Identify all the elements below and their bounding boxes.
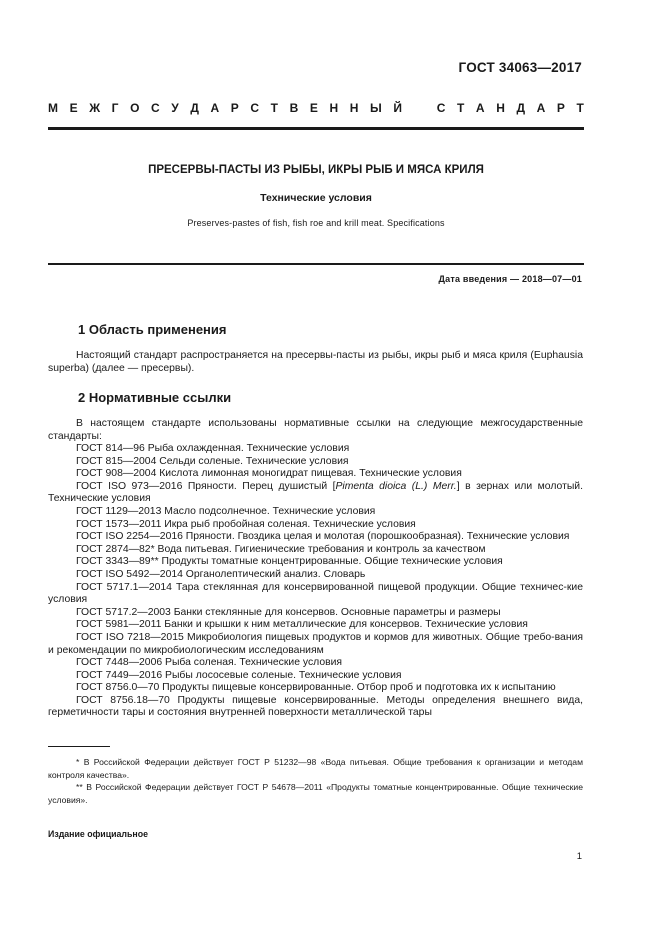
document-subtitle: Технические условия	[260, 192, 372, 204]
standard-code: ГОСТ 34063—2017	[458, 60, 582, 75]
banner-letter: Е	[69, 101, 78, 115]
edition-label: Издание официальное	[48, 829, 148, 839]
page-number: 1	[576, 851, 582, 862]
banner-letter: Ж	[89, 101, 101, 115]
section-2-heading: 2 Нормативные ссылки	[78, 390, 232, 405]
species-name: Pimenta dioica (L.) Merr.	[335, 480, 457, 492]
banner-letter: С	[436, 101, 446, 115]
reference-item	[48, 443, 583, 456]
reference-text: ГОСТ 1129—2013 Масло подсолнечное. Технические условия	[76, 505, 376, 517]
reference-item	[48, 456, 583, 469]
banner-letter: Ы	[369, 101, 382, 115]
banner-letter: Т	[456, 101, 465, 115]
reference-item	[48, 468, 583, 481]
reference-item	[48, 481, 583, 506]
reference-item	[48, 670, 583, 683]
reference-item	[48, 506, 583, 519]
section-2-intro: В настоящем стандарте использованы нормативные ссылки на следующие межгосударственные стандарты:	[48, 418, 583, 442]
banner-letter: Р	[556, 101, 565, 115]
reference-text: ГОСТ 5981—2011 Банки и крышки к ним металлические для консервов. Технические условия	[76, 619, 528, 631]
reference-text: ГОСТ 814—96 Рыба охлажденная. Технические условия	[76, 443, 350, 454]
reference-text: ] в зернах или молотый. Технические условия	[48, 480, 583, 505]
section-1-text: Настоящий стандарт распространяется на пресервы-пасты из рыбы, икры рыб и мяса криля (Euphausia superba) (далее — пресервы).	[48, 350, 583, 374]
reference-text: ГОСТ ISO 2254—2016 Пряности. Гвоздика целая и молотая (порошкообразная). Технические условия	[76, 531, 570, 543]
reference-item	[48, 682, 583, 695]
reference-item	[48, 619, 583, 632]
banner-letter: Д	[190, 101, 199, 115]
reference-text: ГОСТ 815—2004 Сельди соленые. Технические условия	[76, 455, 349, 467]
footnotes	[48, 756, 583, 806]
header-rule	[48, 127, 584, 130]
footnote-rule	[48, 746, 110, 747]
reference-text: ГОСТ ISO 973—2016 Пряности. Перец душистый [	[76, 480, 336, 492]
banner-letter: М	[48, 101, 58, 115]
reference-item	[48, 695, 583, 720]
banner-letter: Т	[270, 101, 278, 115]
banner-letter: Н	[329, 101, 339, 115]
reference-text: ГОСТ 8756.18—70 Продукты пищевые консервированные. Методы определения внешнего вида, герметичности тары и состояния внутренней поверхности металлической тары	[48, 694, 583, 719]
reference-item	[48, 569, 583, 582]
reference-text: ГОСТ 7449—2016 Рыбы лососевые соленые. Технические условия	[76, 669, 402, 681]
section-1-heading: 1 Область применения	[78, 322, 227, 337]
title-rule	[48, 263, 584, 265]
reference-item	[48, 544, 583, 557]
reference-item	[48, 582, 583, 607]
banner-letter: Р	[230, 101, 239, 115]
banner-letter: Н	[496, 101, 505, 115]
banner-letter: О	[130, 101, 140, 115]
banner-letter: Й	[393, 101, 402, 115]
banner-letter: С	[151, 101, 160, 115]
banner-letter: А	[210, 101, 220, 115]
reference-text: ГОСТ 2874—82* Вода питьевая. Гигиенические требования и контроль за качеством	[76, 543, 486, 555]
reference-text: ГОСТ 1573—2011 Икра рыб пробойная соленая. Технические условия	[76, 518, 416, 530]
footnote: * В Российской Федерации действует ГОСТ Р 51232—98 «Вода питьевая. Общие требования к организации и методам контроля качества».	[48, 757, 583, 780]
references-list	[48, 443, 583, 720]
footnote: ** В Российской Федерации действует ГОСТ Р 54678—2011 «Продукты томатные концентрированные. Общие технические условия».	[48, 782, 583, 805]
banner-letter: А	[536, 101, 546, 115]
banner-letter: Т	[576, 101, 584, 115]
introduction-date: Дата введения — 2018—07—01	[438, 274, 582, 284]
reference-item	[48, 607, 583, 620]
reference-text: ГОСТ 8756.0—70 Продукты пищевые консервированные. Отбор проб и подготовка их к испытанию	[76, 682, 556, 694]
english-title: Preserves-pastes of fish, fish roe and krill meat. Specifications	[187, 218, 445, 228]
reference-text: ГОСТ ISO 7218—2015 Микробиология пищевых продуктов и кормов для животных. Общие требо-вания и рекомендации по микробиологическим исследованиям	[48, 631, 583, 656]
reference-text: ГОСТ ISO 5492—2014 Органолептический анализ. Словарь	[76, 568, 366, 580]
reference-item	[48, 632, 583, 657]
reference-text: ГОСТ 7448—2006 Рыба соленая. Технические условия	[76, 657, 343, 669]
banner-letter: С	[250, 101, 260, 115]
document-title: ПРЕСЕРВЫ-ПАСТЫ ИЗ РЫБЫ, ИКРЫ РЫБ И МЯСА КРИЛЯ	[148, 164, 484, 176]
reference-item	[48, 657, 583, 670]
reference-text: ГОСТ 5717.2—2003 Банки стеклянные для консервов. Основные параметры и размеры	[76, 606, 501, 618]
standard-type-banner	[48, 101, 584, 115]
reference-item	[48, 556, 583, 569]
banner-letter: Н	[349, 101, 359, 115]
reference-item	[48, 519, 583, 532]
banner-letter: В	[289, 101, 299, 115]
banner-letter: У	[171, 101, 179, 115]
banner-letter: А	[475, 101, 485, 115]
reference-text: ГОСТ 908—2004 Кислота лимонная моногидрат пищевая. Технические условия	[76, 468, 462, 480]
reference-item	[48, 531, 583, 544]
reference-text: ГОСТ 5717.1—2014 Тара стеклянная для консервированной пищевой продукции. Общие техничес-кие условия	[48, 581, 583, 606]
banner-letter: Е	[309, 101, 318, 115]
banner-letter: Д	[516, 101, 526, 115]
banner-letter: Г	[111, 101, 119, 115]
reference-text: ГОСТ 3343—89** Продукты томатные концентрированные. Общие технические условия	[76, 556, 503, 568]
